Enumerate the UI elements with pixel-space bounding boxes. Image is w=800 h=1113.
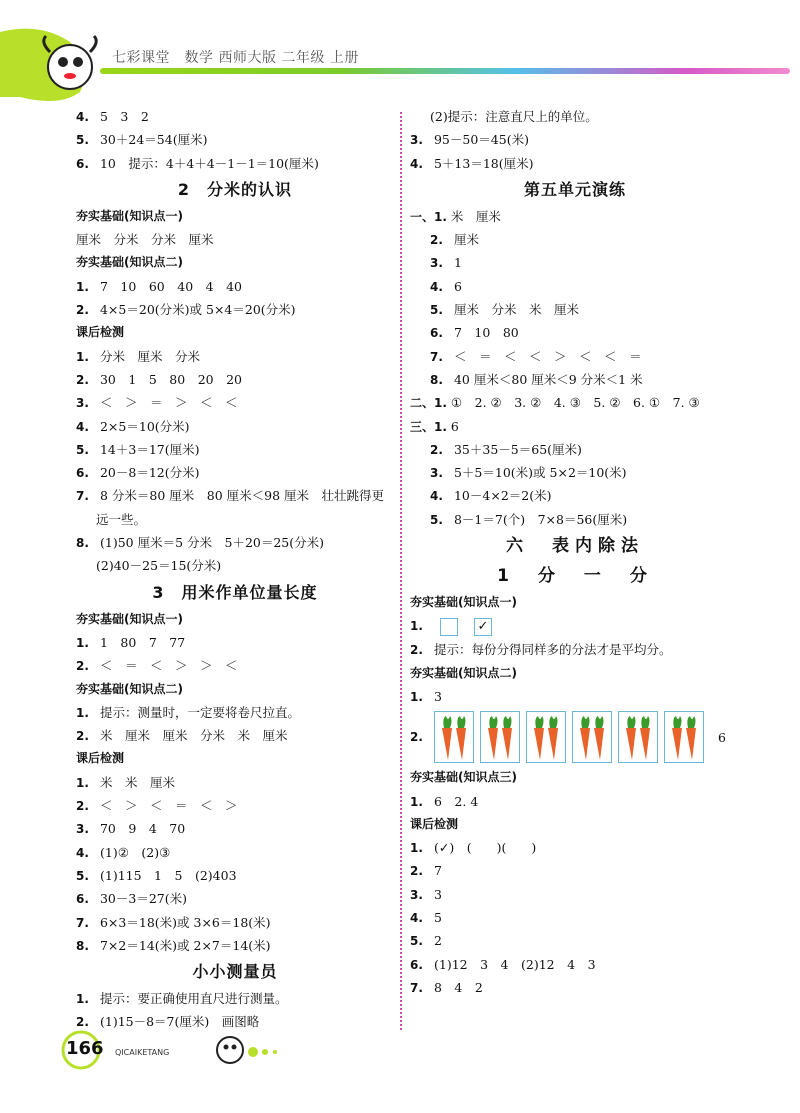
page-number: 166: [66, 1038, 104, 1059]
carrot-groups-row: 2. 6: [410, 708, 740, 766]
list-item: 6. 20－8＝12(分米): [76, 465, 200, 481]
page-header: [0, 0, 800, 90]
list-item: 3. 5＋5＝10(米)或 5×2＝10(米): [430, 465, 627, 481]
carrot-groups: [434, 711, 704, 763]
list-item: 1. 1 80 7 77: [76, 634, 186, 650]
list-item: 5. 厘米 分米 米 厘米: [430, 302, 579, 318]
list-item: 二、1. ① 2. ② 3. ② 4. ③ 5. ② 6. ① 7. ③: [410, 395, 700, 411]
list-item: 2. 7: [410, 863, 442, 879]
carrot-group: [434, 711, 474, 763]
list-item: 1. 提示：测量时，一定要将卷尺拉直。: [76, 704, 300, 720]
list-item: 6. 7 10 80: [430, 325, 519, 341]
column-divider: [400, 112, 402, 1030]
list-item: 6. 30－3＝27(米): [76, 891, 188, 907]
section-title: 3 用米作单位量长度: [152, 582, 318, 602]
list-item: 1. 3: [410, 688, 442, 704]
carrot-pair-icon: [436, 714, 472, 762]
unit-title: 第五单元演练: [523, 179, 626, 199]
carrot-pair-icon: [666, 714, 702, 762]
left-column: [76, 105, 394, 1034]
list-item: 2. (1)15－8＝7(厘米) 画图略: [76, 1014, 260, 1030]
subsection-heading: 课后检测: [76, 751, 125, 766]
list-item-continuation: (2)40－25＝15(分米): [96, 558, 222, 574]
carrot-group: [664, 711, 704, 763]
list-item: 4. 6: [430, 278, 462, 294]
list-item: 4. 2×5＝10(分米): [76, 418, 190, 434]
header-rainbow-bar: [100, 68, 790, 74]
list-item: 2. 30 1 5 80 20 20: [76, 371, 243, 387]
carrot-pair-icon: [574, 714, 610, 762]
list-item: 8. (1)50 厘米＝5 分米 5＋20＝25(分米): [76, 535, 325, 551]
subsection-heading: 夯实基础(知识点二): [76, 255, 183, 270]
list-item: 3. 70 9 4 70: [76, 821, 186, 837]
answer-text: 厘米 分米 分米 厘米: [76, 232, 214, 248]
list-item: 6. (1)12 3 4 (2)12 4 3: [410, 956, 596, 972]
list-item: 1. (✓) ( )( ): [410, 840, 537, 856]
list-item: 7. ＜ ＝ ＜ ＜ ＞ ＜ ＜ ＝: [430, 348, 642, 364]
carrot-pair-icon: [528, 714, 564, 762]
list-item: 4. 10－4×2＝2(米): [430, 488, 552, 504]
list-item: 2. ＜ ＝ ＜ ＞ ＞ ＜: [76, 658, 238, 674]
list-item: 1. 米 米 厘米: [76, 774, 175, 790]
list-item: 8. 40 厘米＜80 厘米＜9 分米＜1 米: [430, 371, 643, 387]
list-item: 5. (1)115 1 5 (2)403: [76, 867, 237, 883]
list-item: 1. 7 10 60 40 4 40: [76, 278, 243, 294]
list-item: 5. 14＋3＝17(厘米): [76, 441, 200, 457]
list-item: 3. 3: [410, 886, 442, 902]
carrot-group: [618, 711, 658, 763]
carrot-answer: 6: [718, 729, 726, 745]
subsection-heading: 课后检测: [76, 325, 125, 340]
carrot-group: [480, 711, 520, 763]
section-title: 1 分 一 分: [497, 566, 653, 587]
list-item: 1. 6 2. 4: [410, 793, 479, 809]
carrot-group: [572, 711, 612, 763]
list-item: 4. (1)② (2)③: [76, 844, 171, 860]
list-item: 3. 95－50＝45(米): [410, 132, 529, 148]
list-item: 5. 30＋24＝54(厘米): [76, 132, 208, 148]
list-item: 6. 10 提示：4＋4＋4－1－1＝10(厘米): [76, 155, 319, 171]
header-title: 七彩课堂 数学 西师大版 二年级 上册: [112, 50, 359, 66]
list-item: 2. ＜ ＞ ＜ ＝ ＜ ＞: [76, 798, 238, 814]
right-column: [410, 105, 740, 999]
checked-answer-box: ✓: [474, 618, 492, 636]
subsection-heading: 夯实基础(知识点二): [410, 665, 517, 680]
footer-brand: QICAIKETANG: [115, 1048, 170, 1057]
list-item: 7. 8 分米＝80 厘米 80 厘米＜98 厘米 壮壮跳得更: [76, 488, 385, 504]
subsection-heading: 夯实基础(知识点二): [76, 681, 183, 696]
list-item: 4. 5: [410, 910, 442, 926]
list-item: 2. 厘米: [430, 232, 479, 248]
list-item: 1. 分米 厘米 分米: [76, 348, 200, 364]
list-item: 2. 35＋35－5＝65(厘米): [430, 441, 582, 457]
list-item: 3. ＜ ＞ ＝ ＞ ＜ ＜: [76, 395, 238, 411]
carrot-pair-icon: [482, 714, 518, 762]
list-item: 1. ✓: [410, 614, 740, 638]
list-item: 7. 8 4 2: [410, 979, 483, 995]
list-item: 2. 提示：每份分得同样多的分法才是平均分。: [410, 642, 672, 658]
list-item: 4. 5＋13＝18(厘米): [410, 155, 534, 171]
list-item: 3. 1: [430, 255, 462, 271]
list-item-continuation: (2)提示：注意直尺上的单位。: [430, 109, 598, 124]
chapter-title: 六 表内除法: [506, 536, 644, 557]
mascot-logo: [0, 22, 120, 102]
list-item: 2. 4×5＝20(分米)或 5×4＝20(分米): [76, 302, 296, 318]
list-item: 8. 7×2＝14(米)或 2×7＝14(米): [76, 937, 271, 953]
list-item: 5. 2: [410, 933, 442, 949]
list-item: 一、1. 米 厘米: [410, 208, 501, 224]
section-title: 小小测量员: [192, 962, 278, 982]
list-item: 2. 米 厘米 厘米 分米 米 厘米: [76, 728, 288, 744]
list-item: 4. 5 3 2: [76, 109, 149, 124]
list-item: 1. 提示：要正确使用直尺进行测量。: [76, 991, 288, 1007]
carrot-pair-icon: [620, 714, 656, 762]
list-item: 三、1. 6: [410, 418, 459, 434]
subsection-heading: 夯实基础(知识点一): [76, 208, 183, 223]
list-item: 7. 6×3＝18(米)或 3×6＝18(米): [76, 914, 271, 930]
subsection-heading: 夯实基础(知识点三): [410, 770, 517, 785]
empty-answer-box: [440, 618, 458, 636]
subsection-heading: 夯实基础(知识点一): [76, 611, 183, 626]
carrot-group: [526, 711, 566, 763]
list-item-continuation: 远一些。: [96, 511, 147, 527]
section-title: 2 分米的认识: [177, 179, 293, 199]
subsection-heading: 夯实基础(知识点一): [410, 595, 517, 610]
list-item: 5. 8－1＝7(个) 7×8＝56(厘米): [430, 511, 628, 527]
subsection-heading: 课后检测: [410, 816, 459, 831]
